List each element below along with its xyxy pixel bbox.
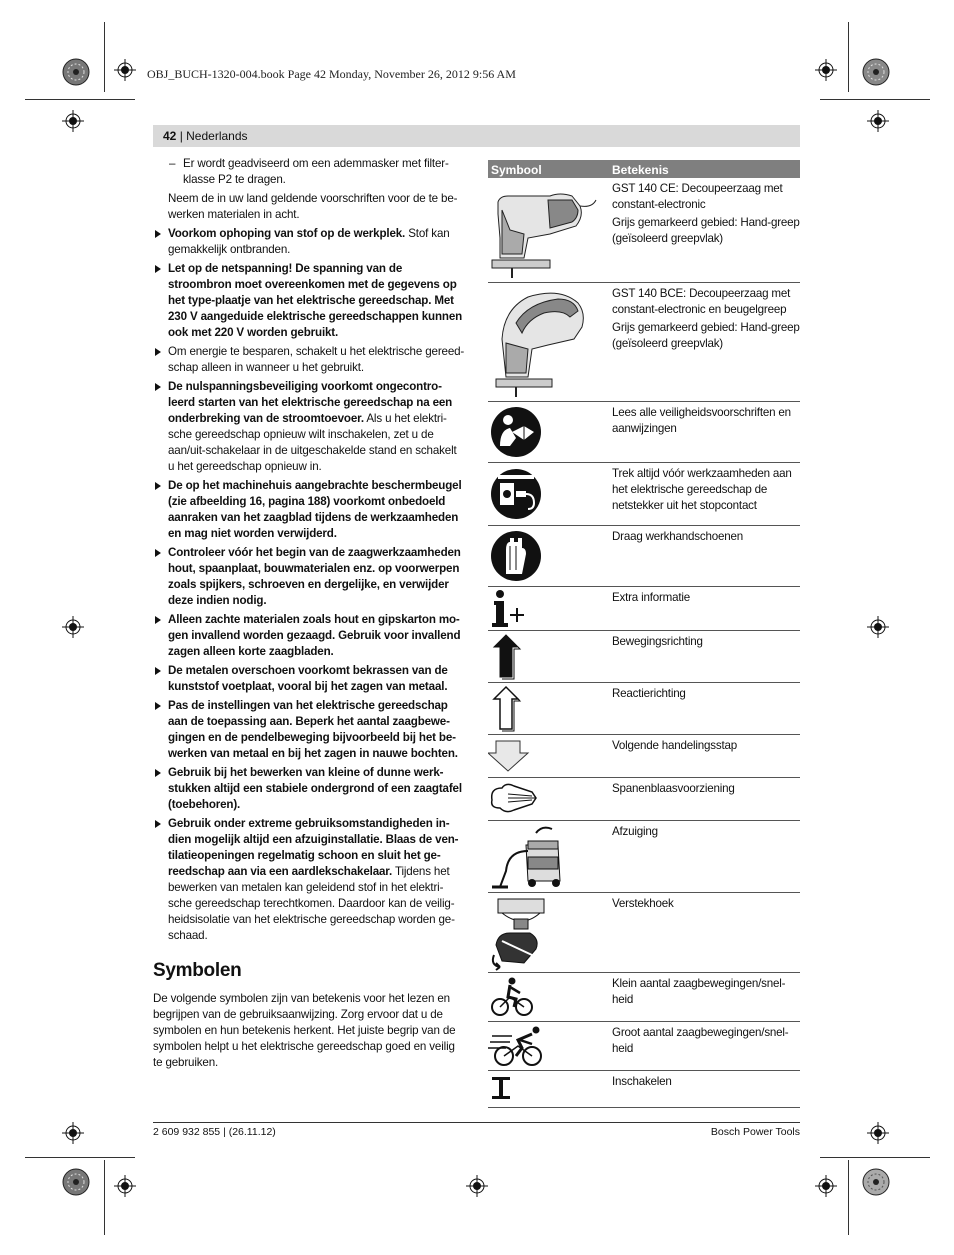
table-row	[488, 683, 800, 735]
page-number: 42	[163, 129, 177, 143]
table-row	[488, 973, 800, 1022]
unplug-icon	[488, 463, 608, 525]
registration-mark-icon	[867, 110, 889, 132]
table-row	[488, 402, 800, 463]
color-wheel-icon	[862, 1168, 890, 1196]
safety-bullet: Gebruik onder extreme gebruiksomstandigheden in-dien mogelijk altijd een afzuiginstallatie. Blaas de ven-tilatieopeningen regelmatig schoon en sluit het ge-reedschap aan via een aardlekschakelaar. Tijdens het bewerken van metalen kan geleidend stof in het elektri-sche gereedschap terechtkomen. Daardoor kan de veilig-heidsisolatie van het elektrische gereedschap worden ge-schaad.	[153, 816, 465, 944]
fast-bike-icon	[488, 1022, 608, 1070]
row-text: Groot aantal zaagbewegingen/snel-heid	[612, 1026, 789, 1055]
row-text: Extra informatie	[612, 591, 690, 604]
safety-bullet: Voorkom ophoping van stof op de werkplek. Stof kan gemakkelijk ontbranden.	[153, 226, 465, 258]
row-text: Lees alle veiligheidsvoorschriften en aanwijzingen	[612, 406, 791, 435]
registration-mark-icon	[62, 1122, 84, 1144]
column-header-symbol: Symbool	[491, 163, 542, 177]
bevel-angle-icon	[488, 893, 608, 972]
movement-arrow-icon	[488, 631, 608, 682]
table-row	[488, 893, 800, 973]
registration-mark-icon	[867, 1122, 889, 1144]
row-text: Inschakelen	[612, 1075, 672, 1088]
slow-bike-icon	[488, 973, 608, 1021]
registration-mark-icon	[815, 59, 837, 81]
footer-brand: Bosch Power Tools	[710, 1126, 800, 1138]
dash-item: – Er wordt geadviseerd om een ademmasker met filter-klasse P2 te dragen.	[169, 157, 449, 186]
safety-bullet: De op het machinehuis aangebrachte beschermbeugel (zie afbeelding 16, pagina 188) voorkomt onbedoeld aanraken van het zaagblad tijdens de werkzaamheden en mag niet worden verwijderd.	[153, 478, 465, 542]
reaction-arrow-icon	[488, 683, 608, 734]
row-text: Trek altijd vóór werkzaamheden aan het elektrische gereedschap de netstekker uit het stopcontact	[612, 467, 792, 512]
safety-bullet: Gebruik bij het bewerken van kleine of dunne werk-stukken altijd een stabiele ondergrond of een zaagtafel (toebehoren).	[153, 765, 465, 813]
symbol-table	[488, 160, 800, 1108]
bullet-arrow-icon	[155, 348, 161, 356]
row-text: Verstekhoek	[612, 897, 674, 910]
table-row	[488, 735, 800, 778]
color-wheel-icon	[62, 1168, 90, 1196]
table-row	[488, 587, 800, 631]
color-wheel-icon	[862, 58, 890, 86]
table-row	[488, 778, 800, 821]
next-step-arrow-icon	[488, 735, 608, 777]
vacuum-cleaner-icon	[488, 821, 608, 892]
bullet-arrow-icon	[155, 383, 161, 391]
row-text: Spanenblaasvoorziening	[612, 782, 735, 795]
safety-bullet: Let op de netspanning! De spanning van de stroombron moet overeenkomen met de gegevens op het type-plaatje van het elektrische gereedschap. Met 230 V aangeduide elektrische gereedschappen kunnen ook met 220 V worden gebruikt.	[153, 261, 465, 341]
print-slug: OBJ_BUCH-1320-004.book Page 42 Monday, November 26, 2012 9:56 AM	[147, 67, 516, 81]
bullet-arrow-icon	[155, 667, 161, 675]
info-plus-icon	[488, 587, 608, 630]
bullet-arrow-icon	[155, 549, 161, 557]
table-header	[488, 160, 800, 178]
row-text: Afzuiging	[612, 825, 658, 838]
table-row	[488, 283, 800, 402]
bullet-arrow-icon	[155, 482, 161, 490]
power-on-icon	[488, 1071, 608, 1107]
registration-mark-icon	[62, 616, 84, 638]
bullet-arrow-icon	[155, 702, 161, 710]
row-text: Reactierichting	[612, 687, 686, 700]
column-header-meaning: Betekenis	[612, 163, 669, 177]
safety-bullet: Om energie te besparen, schakelt u het elektrische gereed-schap alleen in wanneer u het gebruikt.	[153, 344, 465, 376]
registration-mark-icon	[114, 59, 136, 81]
bullet-arrow-icon	[155, 265, 161, 273]
table-row	[488, 526, 800, 587]
gloves-icon	[488, 526, 608, 586]
registration-mark-icon	[466, 1175, 488, 1197]
jigsaw-gst140ce-icon	[488, 178, 608, 282]
table-row	[488, 631, 800, 683]
paragraph: Neem de in uw land geldende voorschriften voor de te be-werken materialen in acht.	[168, 192, 458, 221]
section-name: | Nederlands	[176, 129, 248, 143]
table-row	[488, 821, 800, 893]
safety-bullet: Pas de instellingen van het elektrische gereedschap aan de toepassing aan. Beperk het aantal zaagbewe-gingen en de pendelbeweging bijvoorbeeld bij het be-werken van metaal en bij het zagen in nauwe bochten.	[153, 698, 465, 762]
bullet-arrow-icon	[155, 820, 161, 828]
table-row	[488, 463, 800, 526]
row-text: Volgende handelingsstap	[612, 739, 737, 752]
table-row	[488, 1071, 800, 1108]
bullet-arrow-icon	[155, 616, 161, 624]
table-row	[488, 1022, 800, 1071]
row-text: GST 140 BCE: Decoupeerzaag met constant-electronic en beugelgreep Grijs gemarkeerd gebied: Hand-greep (geïsoleerd greepvlak)	[612, 287, 800, 350]
row-text: GST 140 CE: Decoupeerzaag met constant-electronic Grijs gemarkeerd gebied: Hand-greep (geïsoleerd greepvlak)	[612, 182, 800, 245]
safety-bullet: De nulspanningsbeveiliging voorkomt ongecontro-leerd starten van het elektrische gereedschap na een onderbreking van de stroomtoevoer. Als u het elektri-sche gereedschap opnieuw wilt inschakelen, zet u de aan/uit-schakelaar in de uitgeschakelde stand en schakelt u het gereedschap opnieuw in.	[153, 379, 465, 475]
safety-bullet: De metalen overschoen voorkomt bekrassen van de kunststof voetplaat, vooral bij het zagen van metaal.	[153, 663, 465, 695]
jigsaw-gst140bce-icon	[488, 283, 608, 401]
read-manual-icon	[488, 402, 608, 462]
section-heading: Symbolen	[153, 960, 242, 981]
registration-mark-icon	[62, 110, 84, 132]
row-text: Klein aantal zaagbewegingen/snel-heid	[612, 977, 786, 1006]
safety-bullet: Controleer vóór het begin van de zaagwerkzaamheden hout, spaanplaat, bouwmaterialen enz. op voorwerpen zoals spijkers, schroeven en dergelijke, en verwijder deze indien nodig.	[153, 545, 465, 609]
registration-mark-icon	[867, 616, 889, 638]
row-text: Draag werkhandschoenen	[612, 530, 743, 543]
safety-bullet: Alleen zachte materialen zoals hout en gipskarton mo-gen invallend worden gezaagd. Gebruik voor invallend zagen alleen korte zaagbladen.	[153, 612, 465, 660]
row-text: Bewegingsrichting	[612, 635, 703, 648]
footer-divider	[153, 1122, 800, 1123]
left-column	[153, 156, 465, 947]
bullet-arrow-icon	[155, 230, 161, 238]
chip-blower-icon	[488, 778, 608, 820]
section-intro: De volgende symbolen zijn van betekenis voor het lezen en begrijpen van de gebruiksaanwijzing. Zorg ervoor dat u de symbolen en hun betekenis herkent. Het juiste begrip van de symbolen helpt u het elektrische gereedschap goed en veilig te gebruiken.	[153, 992, 456, 1069]
table-row	[488, 178, 800, 283]
footer-doc-number: 2 609 932 855 | (26.11.12)	[153, 1126, 276, 1138]
registration-mark-icon	[815, 1175, 837, 1197]
registration-mark-icon	[114, 1175, 136, 1197]
color-wheel-icon	[62, 58, 90, 86]
page-header	[153, 125, 800, 147]
bullet-arrow-icon	[155, 769, 161, 777]
